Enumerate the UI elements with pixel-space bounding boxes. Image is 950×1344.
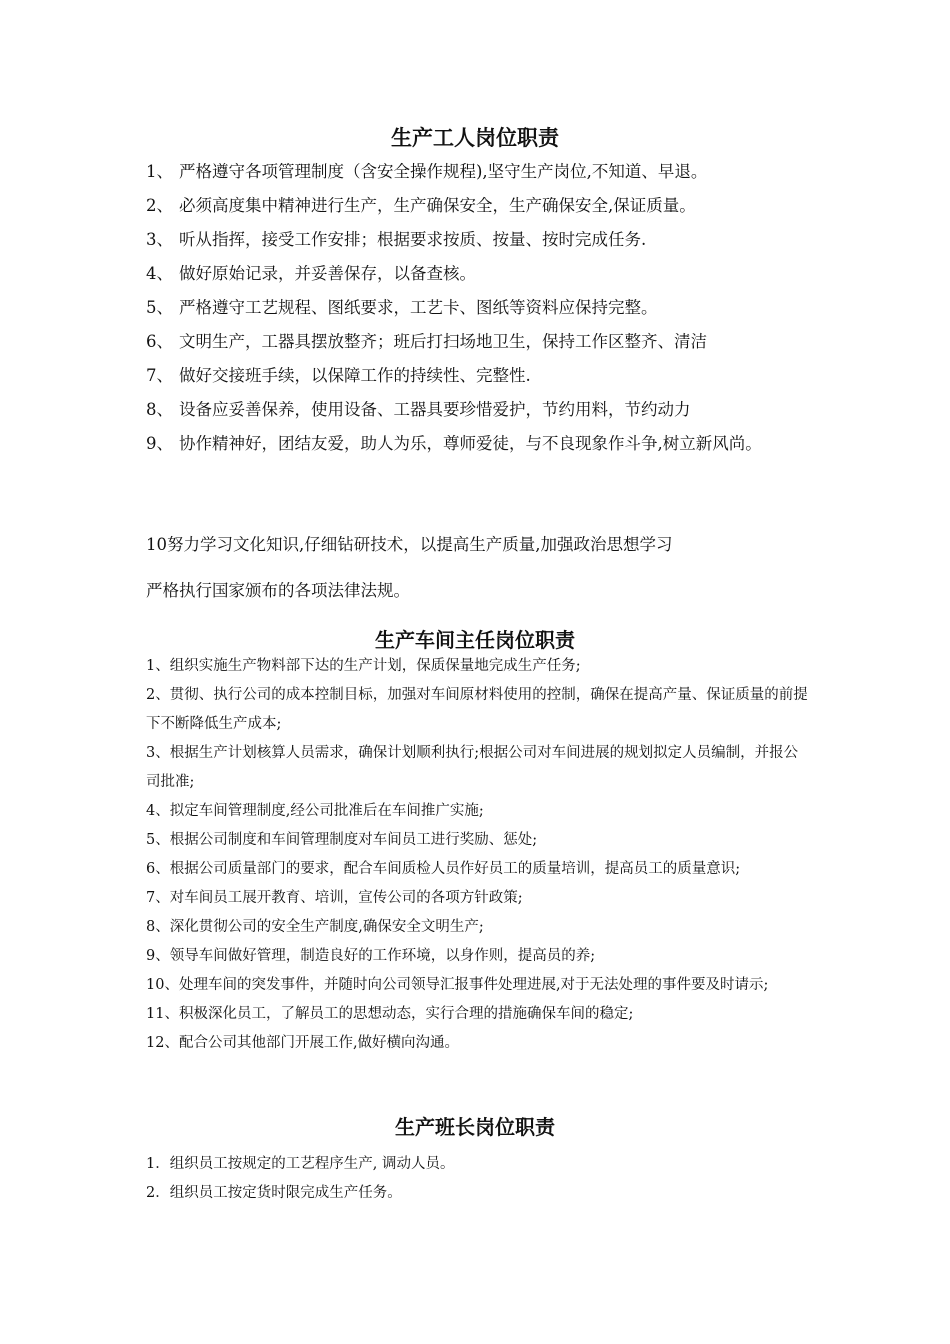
list-item: 2、贯彻、执行公司的成本控制目标，加强对车间原材料使用的控制，确保在提高产量、保证质量的前提下不断降低生产成本; [146,687,808,732]
list-item: 7、对车间员工展开教育、培训，宣传公司的各项方针政策; [146,890,523,906]
list-item: 1、 严格遵守各项管理制度（含安全操作规程),坚守生产岗位,不知道、早退。 [146,162,708,181]
list-item: 8、深化贯彻公司的安全生产制度,确保安全文明生产; [146,919,484,935]
list-item: 5、根据公司制度和车间管理制度对车间员工进行奖励、惩处; [146,832,538,848]
list-item: 3、根据生产计划核算人员需求，确保计划顺利执行;根据公司对车间进展的规划拟定人员编制，并报公司批准; [146,745,799,790]
list-item: 9、 协作精神好，团结友爱，助人为乐，尊师爱徒，与不良现象作斗争,树立新风尚。 [146,434,762,453]
list-item: 1．组织员工按规定的工艺程序生产, 调动人员。 [146,1156,455,1172]
list-item: 6、根据公司质量部门的要求，配合车间质检人员作好员工的质量培训，提高员工的质量意识; [146,861,741,877]
list-item: 8、 设备应妥善保养，使用设备、工器具要珍惜爱护，节约用料，节约动力 [146,400,691,419]
list-item: 12、配合公司其他部门开展工作,做好横向沟通。 [146,1035,460,1051]
section3-list [146,1152,811,1210]
paragraph-law: 严格执行国家颁布的各项法律法规。 [146,581,410,600]
list-item: 1、组织实施生产物料部下达的生产计划，保质保量地完成生产任务; [146,658,581,674]
list-item: 10、处理车间的突发事件，并随时向公司领导汇报事件处理进展,对于无法处理的事件要及时请示; [146,977,769,993]
list-item: 2．组织员工按定货时限完成生产任务。 [146,1185,402,1201]
list-item: 9、领导车间做好管理，制造良好的工作环境，以身作则，提高员的养; [146,948,596,964]
list-item: 5、 严格遵守工艺规程、图纸要求，工艺卡、图纸等资料应保持完整。 [146,298,658,317]
section2-list [146,652,811,1058]
section2-title: 生产车间主任岗位职责 [375,628,575,652]
section1-title: 生产工人岗位职责 [391,125,559,150]
list-item: 7、 做好交接班手续，以保障工作的持续性、完整性. [146,366,531,385]
list-item: 4、拟定车间管理制度,经公司批准后在车间推广实施; [146,803,484,819]
list-item: 2、 必须高度集中精神进行生产，生产确保安全，生产确保安全,保证质量。 [146,196,696,215]
list-item: 4、 做好原始记录，并妥善保存，以备查核。 [146,264,476,283]
list-item: 3、 听从指挥，接受工作安排；根据要求按质、按量、按时完成任务. [146,230,647,249]
list-item: 11、积极深化员工，了解员工的思想动态，实行合理的措施确保车间的稳定; [146,1006,634,1022]
section3-title: 生产班长岗位职责 [395,1115,555,1139]
paragraph-study: 10努力学习文化知识,仔细钻研技术，以提高生产质量,加强政治思想学习 [146,535,673,554]
section1-list [146,160,811,506]
list-item: 6、 文明生产，工器具摆放整齐；班后打扫场地卫生，保持工作区整齐、清洁 [146,332,707,351]
